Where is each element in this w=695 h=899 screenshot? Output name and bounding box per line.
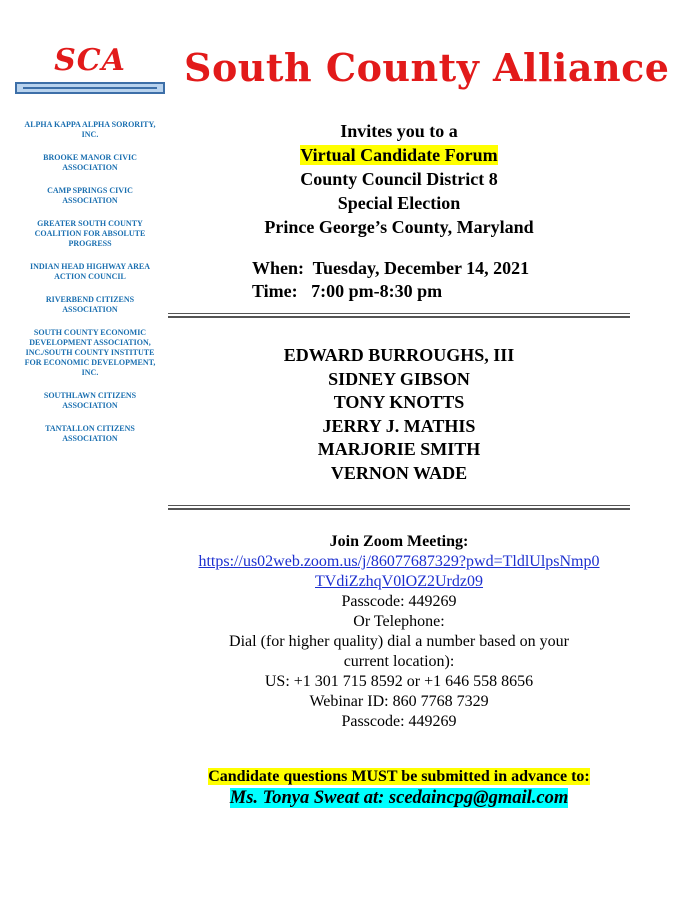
schedule-block [252,257,529,303]
webinar-id: Webinar ID: 860 7768 7329 [309,693,489,710]
zoom-link-continued[interactable]: TVdiZzhqV0lOZ2Urdz09 [315,573,483,590]
passcode: Passcode: 449269 [341,713,457,730]
candidate-name: JERRY J. MATHIS [322,415,476,436]
invite-line: Prince George’s County, Maryland [264,217,534,237]
invite-line: Invites you to a [340,121,458,141]
event-date: When: Tuesday, December 14, 2021 [252,258,530,278]
invite-line: Special Election [337,193,461,213]
zoom-block [165,532,633,732]
questions-notice: Candidate questions MUST be submitted in advance to: [208,768,590,785]
sidebar-item-org: SOUTH COUNTY ECONOMIC DEVELOPMENT ASSOCIATION, INC./SOUTH COUNTY INSTITUTE FOR ECONOMIC DEVELOPMENT, INC. [24,328,156,377]
sidebar-item-org: RIVERBEND CITIZENS ASSOCIATION [45,295,135,314]
page-title: South County Alliance [184,45,670,90]
candidate-list [165,344,633,485]
invite-line: County Council District 8 [300,169,498,189]
sidebar-item-org: CAMP SPRINGS CIVIC ASSOCIATION [47,186,133,205]
candidate-name: TONY KNOTTS [333,392,465,412]
divider [168,313,630,318]
sidebar-item-org: BROOKE MANOR CIVIC ASSOCIATION [43,153,137,172]
event-time: Time: 7:00 pm-8:30 pm [252,281,443,301]
sidebar-item-org: SOUTHLAWN CITIZENS ASSOCIATION [43,391,137,410]
dial-instructions: Dial (for higher quality) dial a number based on your [229,633,569,650]
sidebar-item-org: TANTALLON CITIZENS ASSOCIATION [45,424,135,443]
candidate-name: MARJORIE SMITH [317,439,481,459]
sidebar-item-org: ALPHA KAPPA ALPHA SORORITY, INC. [24,120,156,139]
sidebar-item-org: GREATER SOUTH COUNTY COALITION FOR ABSOLUTE PROGRESS [34,219,146,248]
member-organizations-sidebar [20,120,160,457]
invitation-block [165,119,633,239]
logo-bar-graphic [15,82,165,94]
sca-logo [14,44,166,94]
zoom-heading: Join Zoom Meeting: [329,533,469,550]
contact-email: Ms. Tonya Sweat at: scedaincpg@gmail.com [229,788,569,808]
forum-title-highlight: Virtual Candidate Forum [300,145,498,165]
passcode: Passcode: 449269 [341,593,457,610]
sidebar-item-org: INDIAN HEAD HIGHWAY AREA ACTION COUNCIL [29,262,151,281]
logo-text: SCA [54,43,126,78]
divider [168,505,630,510]
candidate-name: VERNON WADE [330,462,468,483]
questions-block [165,766,633,810]
us-phone-numbers: US: +1 301 715 8592 or +1 646 558 8656 [264,673,534,690]
dial-instructions-continued: current location): [343,653,455,670]
candidate-name: SIDNEY GIBSON [328,368,470,389]
candidate-name: EDWARD BURROUGHS, III [283,345,515,365]
or-telephone: Or Telephone: [353,613,445,630]
zoom-link[interactable]: https://us02web.zoom.us/j/86077687329?pwd=TldlUlpsNmp0 [198,553,600,570]
